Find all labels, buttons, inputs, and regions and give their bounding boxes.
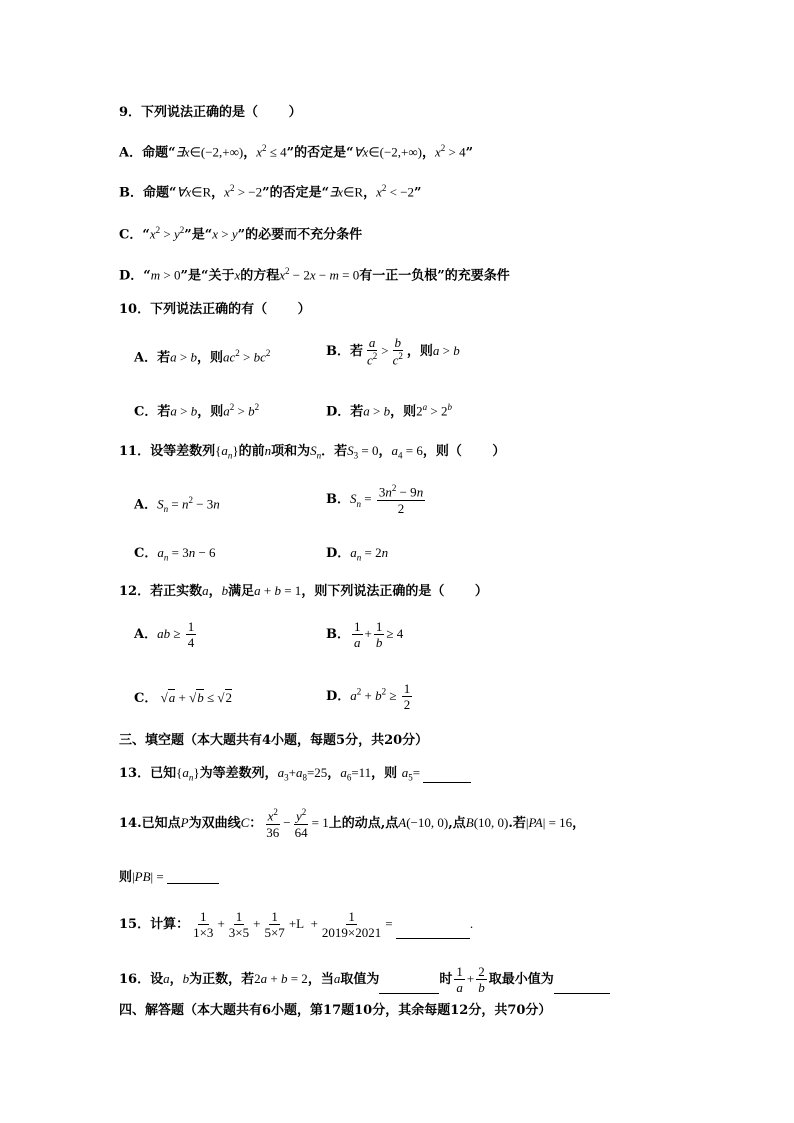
question-14: 14.已知点P为双曲线C： $\frac{x^2}{36}$ − $\frac{y^2}{64}$ = 1上的动点,点A(−10, 0),点B(10, 0).若|PA| = 16，: [119, 807, 586, 841]
question-15: 15．计算： $\frac{1}{1\times 3}$ + $\frac{1}{3\times 5}$ + $\frac{1}{5\times 7}$ +L + $\frac{1}{2019\times 2021}$ = .: [119, 909, 474, 940]
section-4-heading: 四、解答题（本大题共有6小题，第17题10分，其余每题12分，共70分）: [119, 1003, 552, 1018]
question-11-option-c: C．$a_n = 3n - 6$: [134, 545, 216, 563]
question-16: 16．设a，b为正数，若2a + b = 2，当a取值为 时 $\frac{1}{a}$ + $\frac{2}{b}$ 取最小值为: [119, 965, 610, 994]
question-12-option-b: B． $\frac{1}{a}$ + $\frac{1}{b}$ ≥ 4: [326, 619, 404, 650]
question-12-stem: 12．若正实数a，b满足a + b = 1，则下列说法正确的是（ ）: [119, 583, 488, 599]
question-11-option-b: B．$S_n$ = $\frac{3n^2 - 9n}{2}$: [326, 483, 424, 517]
question-9-option-b: B．命题“∀x∈R，$x^2 > -2$”的否定是“∃x∈R，$x^2 < -2$”: [119, 183, 422, 201]
question-9-option-a: A．命题“∃x∈(−2,+∞)，$x^2 \le 4$”的否定是“∀x∈(−2,+∞)，$x^2 > 4$”: [119, 143, 474, 161]
question-14-continued: 则|PB| =: [119, 870, 219, 884]
question-9-option-c: C．“$x^2 > y^2$”是“x > y”的必要而不充分条件: [119, 225, 363, 243]
question-10-option-d: D．若a > b，则$2^a > 2^b$: [326, 402, 452, 420]
question-11-option-d: D．$a_n = 2n$: [326, 545, 389, 563]
question-10-option-a: A．若a > b，则$ac^2 > bc^2$: [134, 348, 271, 366]
question-10-stem: 10．下列说法正确的有（ ）: [119, 302, 311, 317]
question-11-stem: 11．设等差数列$\{a_n\}$的前n项和为$S_n$．若$S_3 = 0$，$a_4 = 6$，则（ ）: [119, 443, 506, 461]
question-11-option-a: A．$S_n = n^2 - 3n$: [134, 495, 220, 514]
question-10-option-b: B．若 $\frac{a}{c^2}$ > $\frac{b}{c^2}$ ，则a > b: [326, 335, 460, 368]
question-12-option-d: D．$a^2 + b^2$ ≥ $\frac{1}{2}$: [326, 681, 411, 712]
question-13: 13．已知$\{a_n\}$为等差数列，$a_3+a_8=25$，$a_6=11$，则 $a_5=$: [119, 766, 471, 783]
question-12-option-a: A．ab ≥ $\frac{1}{4}$: [134, 619, 195, 650]
question-12-option-c: C． √a + √b ≤ √2: [134, 690, 232, 706]
section-3-heading: 三、填空题（本大题共有4小题，每题5分，共20分）: [119, 733, 429, 748]
question-10-option-c: C．若a > b，则$a^2 > b^2$: [134, 402, 260, 420]
question-9-option-d: D．“m > 0”是“关于x的方程$x^2 - 2x - m = 0$有一正一负根”的充要条件: [119, 266, 510, 284]
question-9-stem: 9．下列说法正确的是（ ）: [119, 105, 302, 120]
